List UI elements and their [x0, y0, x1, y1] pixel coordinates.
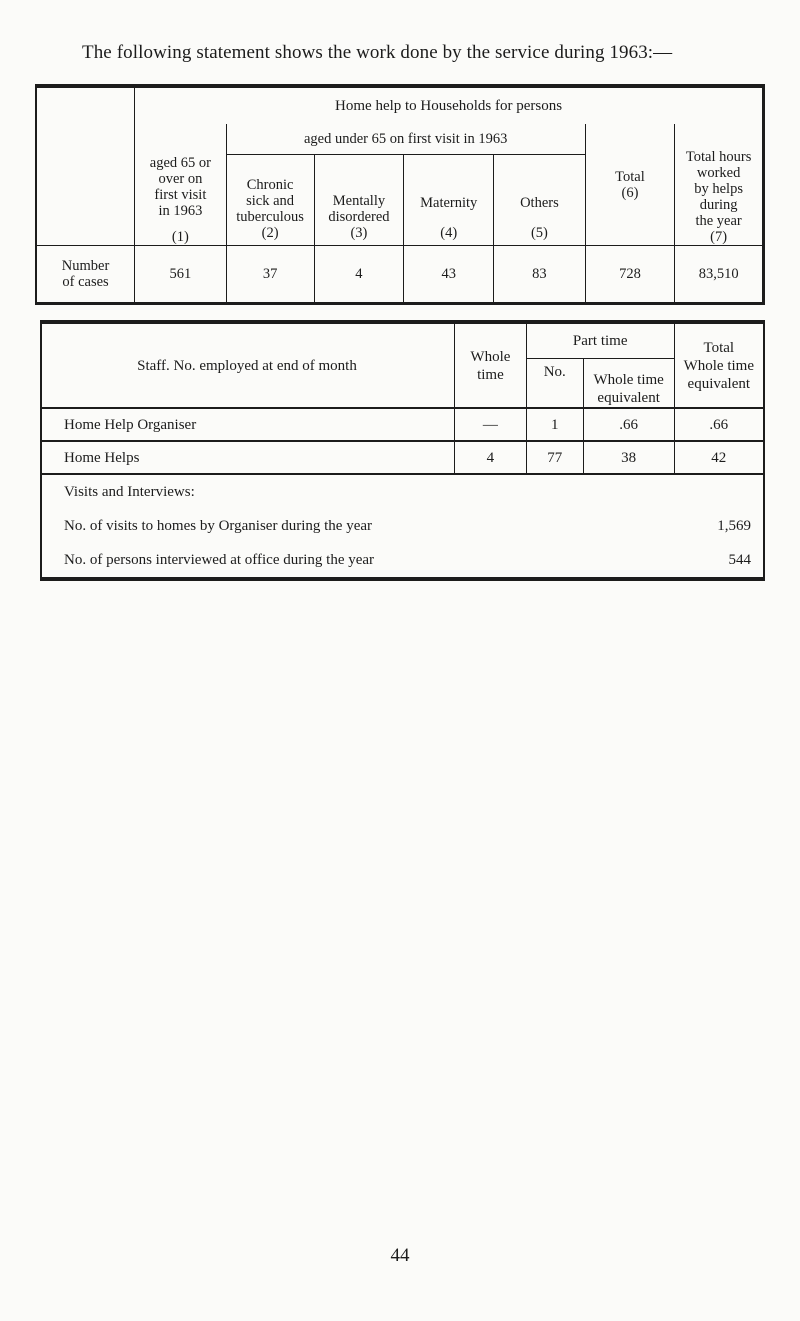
corner-cell [36, 86, 135, 246]
cell-value: .66 [674, 408, 764, 441]
visits-heading: Visits and Interviews: [41, 474, 764, 509]
row-label: Home Help Organiser [41, 408, 454, 441]
visits-value: 1,569 [717, 518, 751, 534]
cell-value: 1 [526, 408, 583, 441]
cell-value: 728 [585, 246, 675, 304]
under-65-header: aged under 65 on first visit in 1963 [226, 124, 585, 155]
part-no-header: No. [526, 359, 583, 409]
cell-value: 561 [135, 246, 227, 304]
visits-label: No. of persons interviewed at office during the year [64, 552, 375, 568]
list-item [41, 543, 764, 579]
cell-value: 83,510 [675, 246, 764, 304]
cell-value: 4 [454, 441, 526, 474]
total-wte-header: Total Whole time equivalent [674, 322, 764, 408]
col-others: Others (5) [494, 155, 586, 246]
row-label: Home Helps [41, 441, 454, 474]
visits-value: 544 [728, 552, 751, 568]
cell-value: 43 [404, 246, 494, 304]
col-mentally-disordered: Mentally disordered (3) [314, 155, 404, 246]
cell-value: 37 [226, 246, 314, 304]
households-table [35, 84, 765, 305]
cell-value: 42 [674, 441, 764, 474]
visits-label: No. of visits to homes by Organiser during the year [64, 518, 373, 534]
page-number: 44 [390, 1245, 410, 1266]
col-maternity: Maternity (4) [404, 155, 494, 246]
col-aged-65: aged 65 or over on first visit in 1963 (1) [135, 124, 227, 246]
cell-value: — [454, 408, 526, 441]
cell-value: 38 [583, 441, 674, 474]
part-time-header: Part time [526, 322, 674, 359]
staff-table [40, 320, 765, 581]
col-total: Total (6) [585, 124, 675, 246]
staff-header: Staff. No. employed at end of month [137, 357, 357, 374]
cell-value: 77 [526, 441, 583, 474]
table-row [41, 408, 764, 441]
whole-time-header: Whole time [454, 322, 526, 408]
cell-value: .66 [583, 408, 674, 441]
banner-header: Home help to Households for persons [135, 86, 764, 124]
col-chronic-sick: Chronic sick and tuberculous (2) [226, 155, 314, 246]
cell-value: 4 [314, 246, 404, 304]
table-row [41, 441, 764, 474]
col-total-hours: Total hours worked by helps during the year (7) [675, 124, 764, 246]
list-item [41, 509, 764, 543]
cell-value: 83 [494, 246, 586, 304]
part-wte-header: Whole time equivalent [583, 359, 674, 409]
intro-statement: The following statement shows the work done by the service during 1963:— [82, 42, 673, 63]
row-label: Number of cases [36, 246, 135, 304]
table-row [36, 246, 764, 304]
